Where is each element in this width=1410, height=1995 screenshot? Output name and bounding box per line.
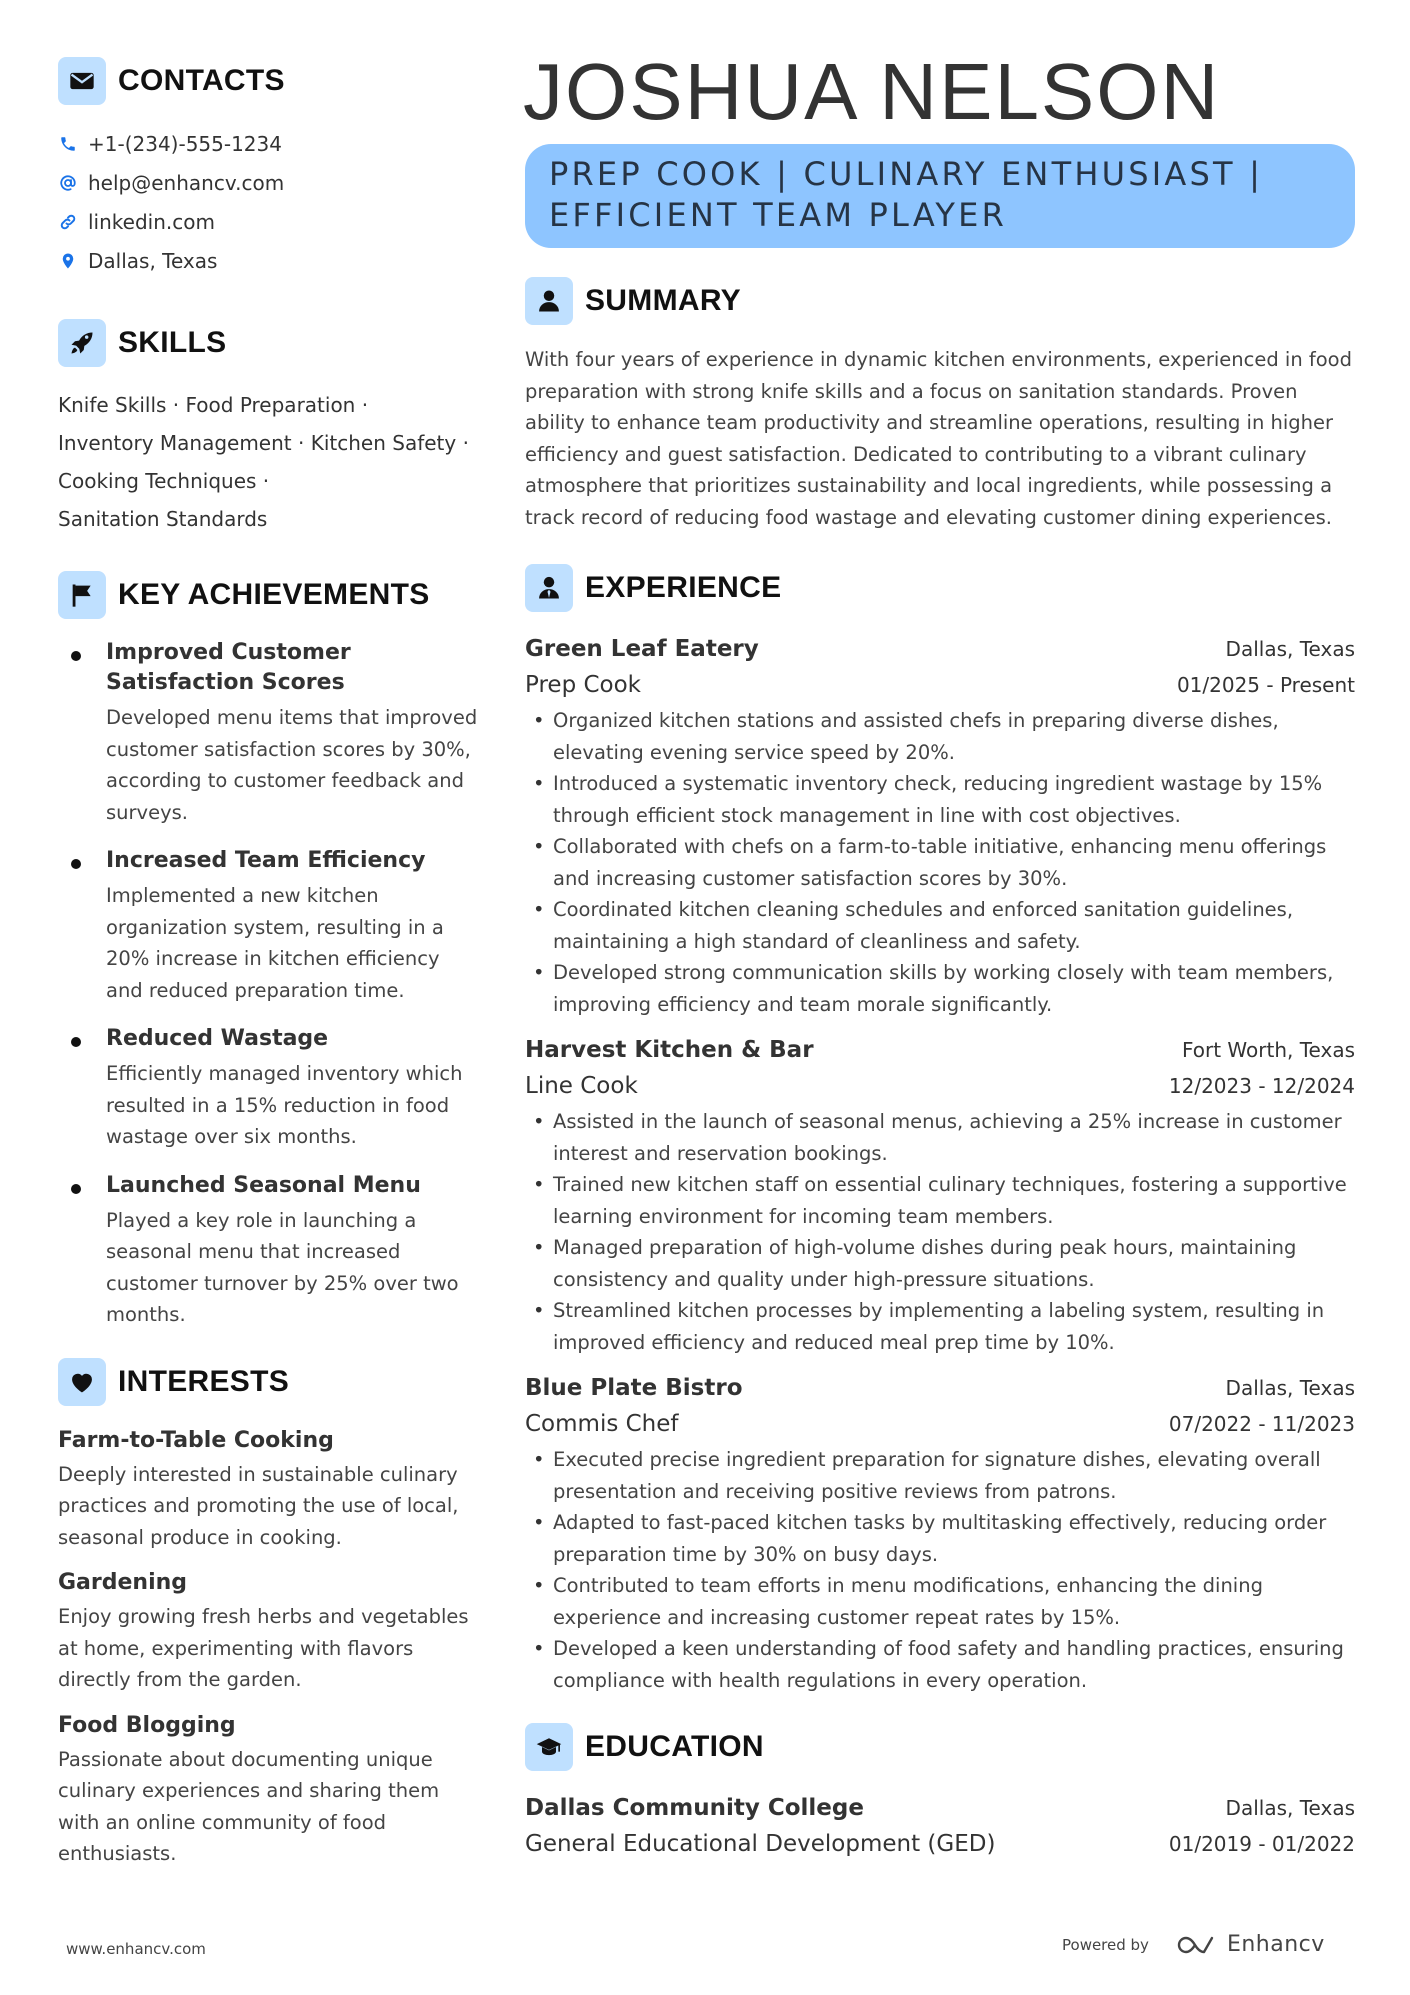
- achievement-item: [58, 1024, 478, 1153]
- bullet-dot: [71, 859, 81, 869]
- achievement-desc: Played a key role in launching a seasonal menu that increased customer turnover by 25% over two months.: [106, 1208, 459, 1326]
- headline-banner: PREP COOK | CULINARY ENTHUSIAST | EFFICIENT TEAM PLAYER: [525, 144, 1355, 248]
- education-school: Dallas Community College: [525, 1795, 864, 1821]
- job-role-row: [525, 667, 1355, 703]
- footer-powered-by: Powered by: [1062, 1935, 1149, 1954]
- interests-list: [58, 1425, 478, 1870]
- job-role: Commis Chef: [525, 1411, 679, 1437]
- job-bullet: • Developed a keen understanding of food safety and handling practices, ensuring compliance with health regulations in every operation.: [525, 1633, 1355, 1696]
- job-location: Dallas, Texas: [1225, 1376, 1355, 1400]
- contacts-title: CONTACTS: [118, 64, 285, 97]
- skill-separator: ·: [291, 431, 311, 455]
- skill-separator: ·: [166, 393, 186, 417]
- experience-header: [525, 563, 1355, 613]
- skill-item: Kitchen Safety: [310, 431, 457, 455]
- job-bullet: • Collaborated with chefs on a farm-to-table initiative, enhancing menu offerings and increasing customer satisfaction scores by 30%.: [525, 831, 1355, 894]
- achievement-title: Increased Team Efficiency: [106, 848, 426, 873]
- contacts-header: [58, 56, 478, 106]
- contact-list: [58, 124, 478, 280]
- job-bullet: • Organized kitchen stations and assisted chefs in preparing diverse dishes, elevating evening service speed by 20%.: [525, 705, 1355, 768]
- contact-email-text: help@enhancv.com: [88, 170, 285, 195]
- job-company: Blue Plate Bistro: [525, 1375, 743, 1401]
- skills-list: [58, 386, 478, 538]
- achievements-list: [58, 638, 478, 1331]
- job-company: Harvest Kitchen & Bar: [525, 1037, 814, 1063]
- achievement-item: [58, 638, 478, 828]
- education-degree: General Educational Development (GED): [525, 1831, 996, 1857]
- envelope-icon: [58, 57, 106, 105]
- achievement-desc: Developed menu items that improved customer satisfaction scores by 30%, according to customer feedback and surveys.: [106, 706, 478, 824]
- rocket-icon: [58, 319, 106, 367]
- achievement-item: [58, 846, 478, 1006]
- job-bullet: • Managed preparation of high-volume dishes during peak hours, maintaining consistency and quality under high-pressure situations.: [525, 1232, 1355, 1295]
- candidate-name: JOSHUA NELSON: [523, 47, 1221, 136]
- job-role-row: [525, 1068, 1355, 1104]
- interest-desc: Passionate about documenting unique culinary experiences and sharing them with an online community of food enthusiasts.: [58, 1747, 440, 1865]
- interest-title: Food Blogging: [58, 1712, 236, 1738]
- link-icon: [58, 211, 78, 233]
- education-degree-row: [525, 1826, 1355, 1862]
- job-header-row: [525, 1370, 1355, 1406]
- education-dates: 01/2019 - 01/2022: [1168, 1832, 1355, 1856]
- job-dates: 01/2025 - Present: [1176, 673, 1355, 697]
- job-bullet: • Adapted to fast-paced kitchen tasks by multitasking effectively, reducing order preparation time by 30% on busy days.: [525, 1507, 1355, 1570]
- skill-separator: ·: [256, 469, 270, 493]
- skill-separator: ·: [355, 393, 369, 417]
- achievement-title: Improved Customer Satisfaction Scores: [106, 640, 351, 695]
- interest-item: [58, 1425, 478, 1554]
- skill-item: Cooking Techniques: [58, 469, 257, 493]
- right-column: [525, 48, 1355, 1874]
- job-bullets: [525, 705, 1355, 1020]
- job-dates: 12/2023 - 12/2024: [1168, 1074, 1355, 1098]
- graduation-cap-icon: [525, 1723, 573, 1771]
- achievement-desc: Implemented a new kitchen organization system, resulting in a 20% increase in kitchen efficiency and reduced preparation time.: [106, 884, 444, 1002]
- job-bullet: • Developed strong communication skills by working closely with team members, improving efficiency and team morale significantly.: [525, 957, 1355, 1020]
- job-entry: [525, 631, 1355, 1020]
- job-location: Dallas, Texas: [1225, 637, 1355, 661]
- left-column: [58, 56, 478, 1884]
- summary-header: [525, 276, 1355, 326]
- summary-text: With four years of experience in dynamic kitchen environments, experienced in food preparation with strong knife skills and a focus on sanitation standards. Proven ability to enhance team productivity and streamline operations, resulting in higher efficiency and guest satisfaction. Dedicated to contributing to a vibrant culinary atmosphere that prioritizes sustainability and local ingredients, while possessing a track record of reducing food wastage and elevating customer dining experiences.: [525, 348, 1352, 529]
- achievement-item: [58, 1171, 478, 1331]
- skills-title: SKILLS: [118, 326, 227, 359]
- education-header: [525, 1722, 1355, 1772]
- skill-item: Inventory Management: [58, 431, 292, 455]
- job-role-row: [525, 1406, 1355, 1442]
- job-bullet: • Assisted in the launch of seasonal menus, achieving a 25% increase in customer interest and reservation bookings.: [525, 1106, 1355, 1169]
- flag-icon: [58, 571, 106, 619]
- education-header-row: [525, 1790, 1355, 1826]
- bullet-dot: [71, 1184, 81, 1194]
- job-role: Prep Cook: [525, 672, 641, 698]
- job-bullet: • Executed precise ingredient preparation for signature dishes, elevating overall presentation and receiving positive reviews from patrons.: [525, 1444, 1355, 1507]
- achievement-title: Reduced Wastage: [106, 1026, 329, 1051]
- job-header-row: [525, 631, 1355, 667]
- job-bullet: • Trained new kitchen staff on essential culinary techniques, fostering a supportive learning environment for incoming team members.: [525, 1169, 1355, 1232]
- experience-title: EXPERIENCE: [585, 571, 782, 604]
- job-location: Fort Worth, Texas: [1181, 1038, 1355, 1062]
- interest-title: Gardening: [58, 1570, 188, 1595]
- contact-email[interactable]: [58, 163, 478, 202]
- skill-item: Food Preparation: [185, 393, 356, 417]
- contact-phone[interactable]: [58, 124, 478, 163]
- user-tie-icon: [525, 564, 573, 612]
- summary-title: SUMMARY: [585, 284, 741, 317]
- achievement-desc: Efficiently managed inventory which resulted in a 15% reduction in food wastage over six months.: [106, 1062, 463, 1148]
- user-icon: [525, 277, 573, 325]
- skill-item: Knife Skills: [58, 393, 167, 417]
- education-entry: [525, 1790, 1355, 1862]
- job-company: Green Leaf Eatery: [525, 636, 759, 662]
- education-title: EDUCATION: [585, 1730, 764, 1763]
- enhancv-logo-icon: [1173, 1933, 1219, 1957]
- contact-phone-text: +1-(234)-555-1234: [88, 131, 282, 156]
- education-location: Dallas, Texas: [1225, 1796, 1355, 1820]
- job-bullet: • Coordinated kitchen cleaning schedules and enforced sanitation guidelines, maintaining a high standard of cleanliness and safety.: [525, 894, 1355, 957]
- achievements-header: [58, 570, 478, 620]
- job-bullet: • Introduced a systematic inventory check, reducing ingredient wastage by 15% through efficient stock management in line with cost objectives.: [525, 768, 1355, 831]
- contact-location: [58, 241, 478, 280]
- achievement-title: Launched Seasonal Menu: [106, 1172, 421, 1198]
- interests-header: [58, 1357, 478, 1407]
- job-entry: [525, 1370, 1355, 1696]
- footer-brand[interactable]: [1173, 1932, 1325, 1957]
- job-bullet: • Contributed to team efforts in menu modifications, enhancing the dining experience and increasing customer repeat rates by 15%.: [525, 1570, 1355, 1633]
- heart-icon: [58, 1358, 106, 1406]
- contact-location-text: Dallas, Texas: [88, 248, 218, 273]
- at-sign-icon: [58, 172, 78, 194]
- interest-desc: Enjoy growing fresh herbs and vegetables at home, experimenting with flavors directly from the garden.: [58, 1605, 469, 1691]
- job-entry: [525, 1032, 1355, 1358]
- job-bullets: [525, 1444, 1355, 1696]
- bullet-dot: [71, 1037, 81, 1047]
- skill-item: Sanitation Standards: [58, 507, 268, 531]
- interest-desc: Deeply interested in sustainable culinary practices and promoting the use of local, seasonal produce in cooking.: [58, 1462, 459, 1549]
- interest-item: [58, 1710, 478, 1870]
- interest-item: [58, 1567, 478, 1696]
- map-pin-icon: [58, 250, 78, 272]
- achievements-title: KEY ACHIEVEMENTS: [118, 578, 430, 611]
- contact-linkedin[interactable]: [58, 202, 478, 241]
- skills-header: [58, 318, 478, 368]
- footer-brand-name: Enhancv: [1226, 1932, 1325, 1957]
- job-dates: 07/2022 - 11/2023: [1168, 1412, 1355, 1436]
- interests-title: INTERESTS: [118, 1364, 290, 1398]
- bullet-dot: [71, 651, 81, 661]
- skill-separator: ·: [456, 431, 469, 455]
- phone-icon: [58, 133, 78, 155]
- interest-title: Farm-to-Table Cooking: [58, 1427, 334, 1453]
- job-header-row: [525, 1032, 1355, 1068]
- job-role: Line Cook: [525, 1073, 638, 1099]
- footer-branding: [1062, 1932, 1325, 1957]
- job-bullets: [525, 1106, 1355, 1358]
- job-bullet: • Streamlined kitchen processes by implementing a labeling system, resulting in improved efficiency and reduced meal prep time by 10%.: [525, 1295, 1355, 1358]
- contact-linkedin-text: linkedin.com: [88, 209, 215, 234]
- footer-website[interactable]: www.enhancv.com: [66, 1940, 206, 1958]
